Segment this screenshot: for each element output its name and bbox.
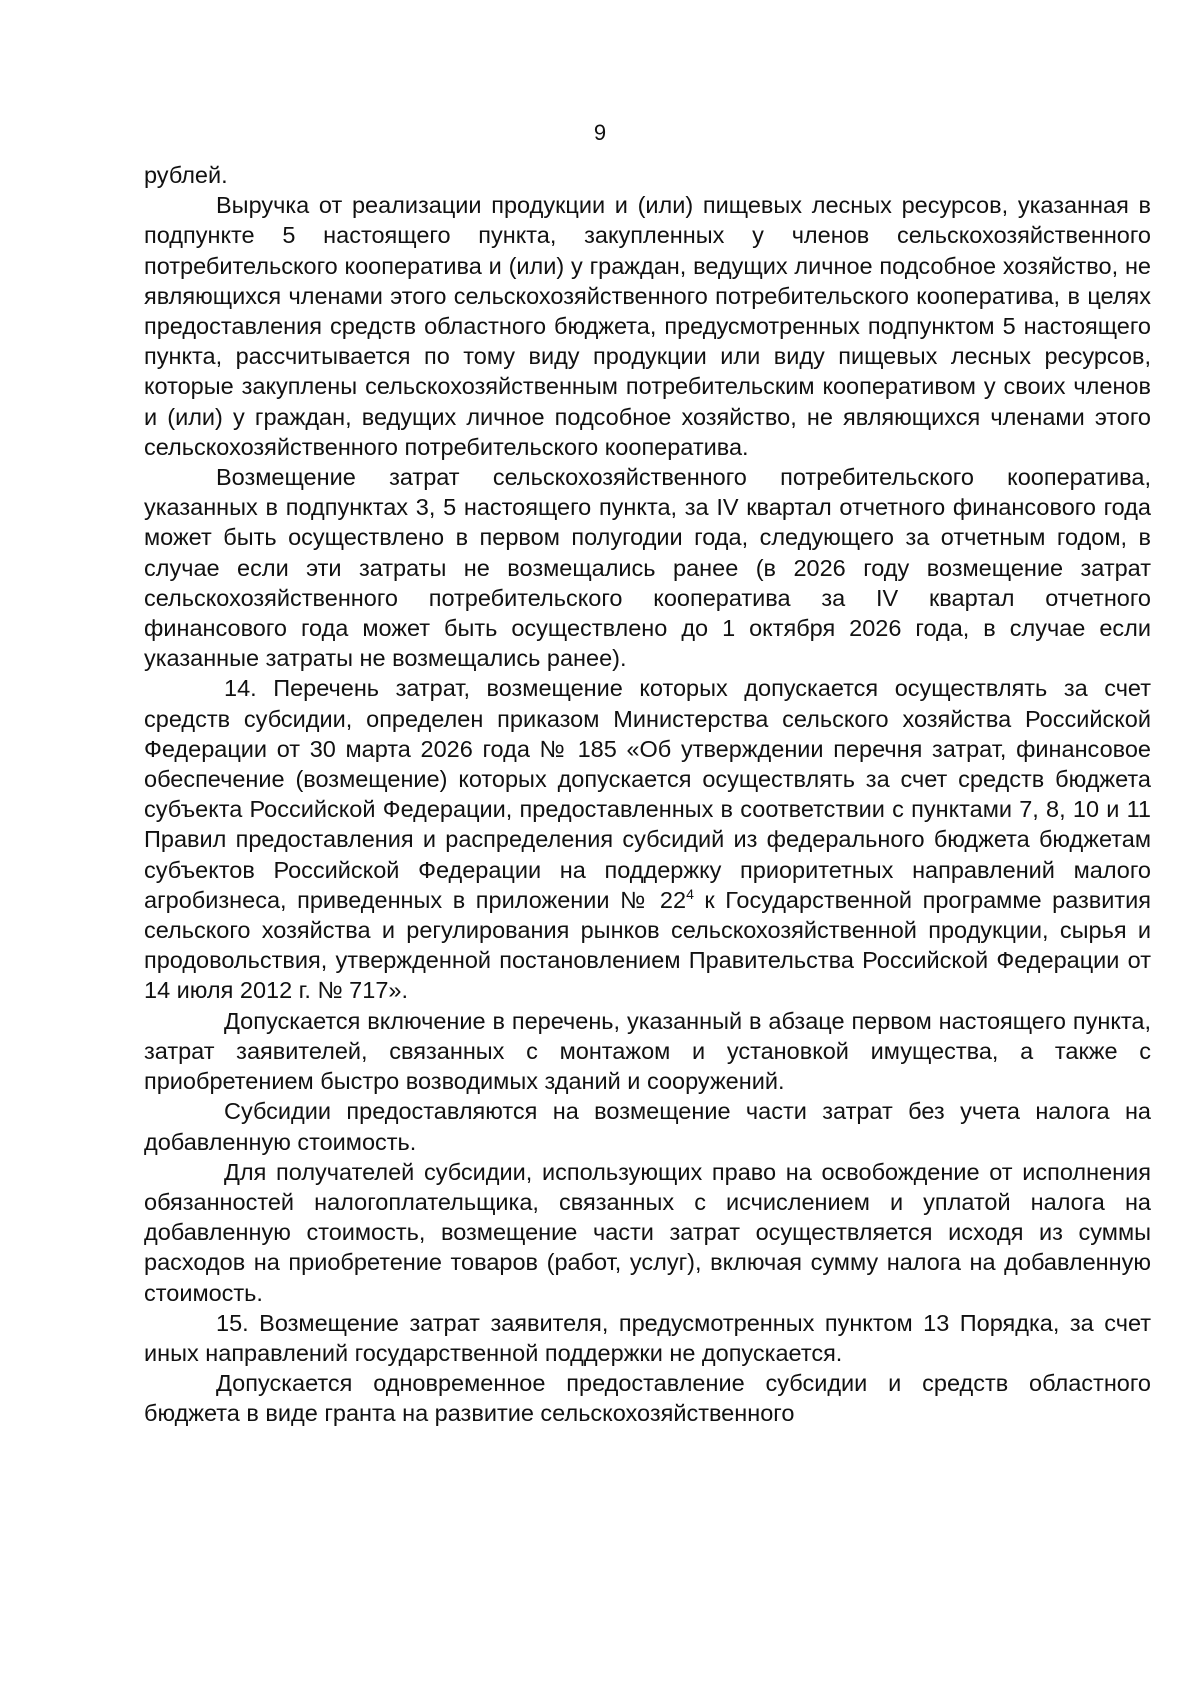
- paragraph-item-14: [144, 673, 1151, 1005]
- paragraph-grant: Допускается одновременное предоставление субсидии и средств областного бюджета в виде гранта на развитие сельскохозяйственного: [144, 1370, 1151, 1427]
- paragraph-installation: Допускается включение в перечень, указанный в абзаце первом настоящего пункта, затрат заявителей, связанных с монтажом и установкой имущества, а также с приобретением быстро возводимых зданий и сооружений.: [144, 1007, 1151, 1095]
- page-number: 9: [593, 120, 607, 145]
- paragraph-revenue: Выручка от реализации продукции и (или) пищевых лесных ресурсов, указанная в подпункте 5 настоящего пункта, закупленных у членов сельскохозяйственного потребительского кооператива и (или) у граждан, ведущих личное подсобное хозяйство, не являющихся членами этого сельскохозяйственного потребительского кооператива, в целях предоставления средств областного бюджета, предусмотренных подпунктом 5 настоящего пункта, рассчитывается по тому виду продукции или виду пищевых лесных ресурсов, которые закуплены сельскохозяйственным потребительским кооперативом у своих членов и (или) у граждан, ведущих личное подсобное хозяйство, не являющихся членами этого сельскохозяйственного потребительского кооператива.: [144, 192, 1151, 460]
- item-14-text: 14. Перечень затрат, возмещение которых допускается осуществлять за счет средств субсидии, определен приказом Министерства сельского хозяйства Российской Федерации от 30 марта 2026 года № 185 «Об утверждении перечня затрат, финансовое обеспечение (возмещение) которых допускается осуществлять за счет средств бюджета субъекта Российской Федерации, предоставленных в соответствии с пунктами 7, 8, 10 и 11 Правил предоставления и распределения субсидий из федерального бюджета бюджетам субъектов Российской Федерации на поддержку приоритетных направлений малого агробизнеса, приведенных в приложении № 22: [144, 675, 1151, 913]
- paragraph-vat: Субсидии предоставляются на возмещение части затрат без учета налога на добавленную стоимость.: [144, 1098, 1151, 1155]
- paragraph-vat-exempt: Для получателей субсидии, использующих право на освобождение от исполнения обязанностей налогоплательщика, связанных с исчислением и уплатой налога на добавленную стоимость, возмещение части затрат осуществляется исходя из суммы расходов на приобретение товаров (работ, услуг), включая сумму налога на добавленную стоимость.: [144, 1158, 1151, 1306]
- paragraph-item-15: 15. Возмещение затрат заявителя, предусмотренных пунктом 13 Порядка, за счет иных направлений государственной поддержки не допускается.: [144, 1309, 1151, 1366]
- paragraph-cost-compensation: Возмещение затрат сельскохозяйственного потребительского кооператива, указанных в подпунктах 3, 5 настоящего пункта, за IV квартал отчетного финансового года может быть осуществлено в первом полугодии года, следующего за отчетным годом, в случае если эти затраты не возмещались ранее (в 2026 году возмещение затрат сельскохозяйственного потребительского кооператива за IV квартал отчетного финансового года может быть осуществлено до 1 октября 2026 года, в случае если указанные затраты не возмещались ранее).: [144, 464, 1151, 672]
- paragraph-continuation: рублей.: [144, 162, 228, 188]
- item-14-text-end: к Государственной программе развития сельского хозяйства и регулирования рынков сельскохозяйственной продукции, сырья и продовольствия, утвержденной постановлением Правительства Российской Федерации от 14 июля 2012 г. № 717».: [144, 886, 1151, 1004]
- superscript: 4: [686, 886, 694, 903]
- document-body: [144, 160, 1151, 1429]
